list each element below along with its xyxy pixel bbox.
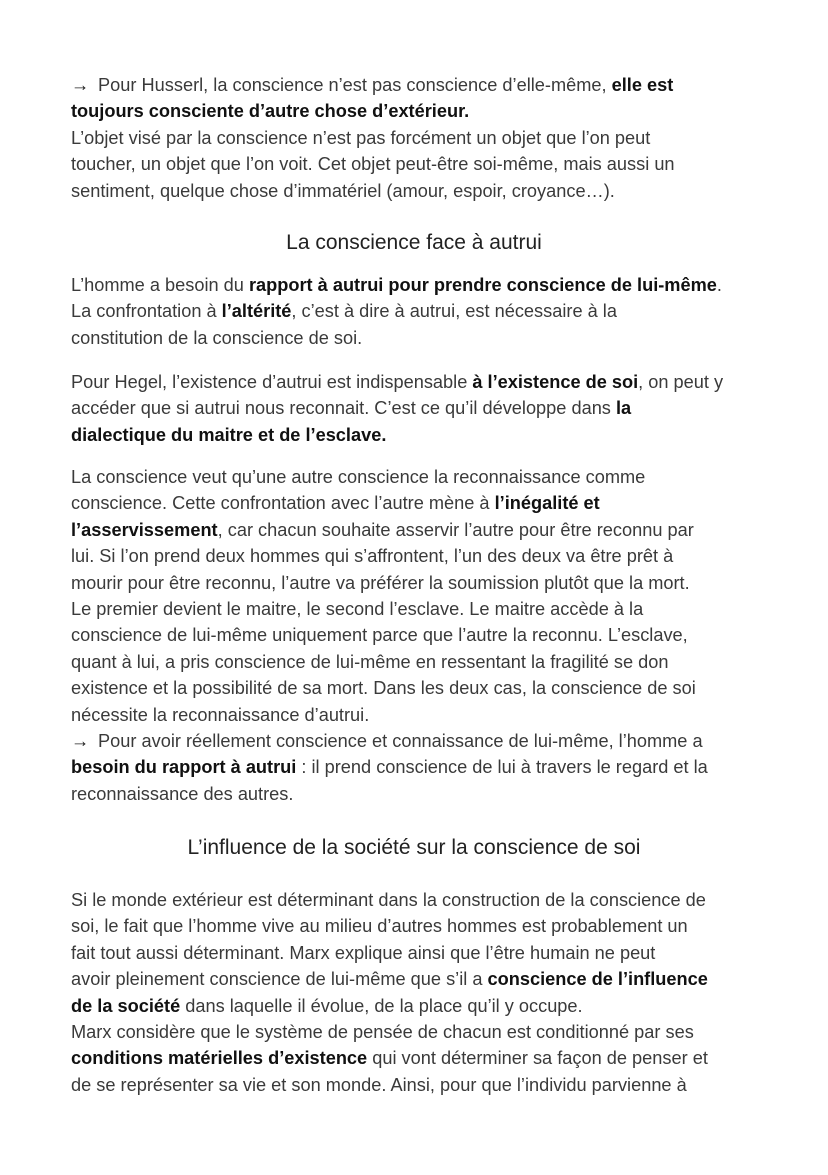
text-line xyxy=(71,1045,771,1071)
body-text: dans laquelle il évolue, de la place qu’il y occupe. xyxy=(180,995,583,1016)
text-line xyxy=(71,702,771,728)
text-line xyxy=(71,178,771,204)
text-line xyxy=(71,570,771,596)
body-text: soi, le fait que l’homme vive au milieu d’autres hommes est probablement un xyxy=(71,916,688,937)
autrui-paragraph xyxy=(71,272,771,351)
text-line xyxy=(71,913,771,939)
text-line xyxy=(71,1019,771,1045)
emphasis-text: dialectique du maitre et de l’esclave. xyxy=(71,424,387,445)
body-text: toucher, un objet que l’on voit. Cet objet peut-être soi-même, mais aussi un xyxy=(71,154,675,175)
text-line xyxy=(71,490,771,516)
arrow-icon: → xyxy=(71,75,90,95)
text-line xyxy=(71,781,771,807)
body-text: sentiment, quelque chose d’immatériel (amour, espoir, croyance…). xyxy=(71,180,615,201)
emphasis-text: toujours consciente d’autre chose d’extérieur. xyxy=(71,101,470,122)
body-text: , c’est à dire à autrui, est nécessaire à la xyxy=(291,301,617,322)
emphasis-text: conscience de l’influence xyxy=(487,969,708,990)
body-text: , on peut y xyxy=(638,372,724,392)
body-text: qui vont déterminer sa façon de penser et xyxy=(367,1048,708,1069)
text-line xyxy=(71,1072,771,1098)
text-line xyxy=(71,596,771,622)
text-line xyxy=(71,675,771,701)
text-line xyxy=(71,464,771,490)
section-heading-autrui: La conscience face à autrui xyxy=(286,231,542,254)
text-line xyxy=(71,98,771,124)
text-line xyxy=(71,887,771,913)
text-line xyxy=(71,395,771,421)
emphasis-text: l’inégalité et xyxy=(494,493,600,514)
body-text: Pour Husserl, la conscience n’est pas conscience d’elle-même, xyxy=(93,75,612,95)
body-text: . xyxy=(716,275,722,295)
text-line xyxy=(71,940,771,966)
body-text: existence et la possibilité de sa mort. Dans les deux cas, la conscience de soi xyxy=(71,678,696,699)
body-text: Marx considère que le système de pensée de chacun est conditionné par ses xyxy=(71,1021,694,1042)
emphasis-text: conditions matérielles d’existence xyxy=(71,1048,368,1069)
text-line xyxy=(71,754,771,780)
husserl-paragraph xyxy=(71,72,771,204)
emphasis-text: l’asservissement xyxy=(71,519,218,540)
body-text: avoir pleinement conscience de lui-même que s’il a xyxy=(71,969,488,990)
hegel-paragraph xyxy=(71,369,771,448)
body-text: Pour avoir réellement conscience et connaissance de lui-même, l’homme a xyxy=(93,730,703,751)
text-line xyxy=(71,728,771,754)
body-text: Pour Hegel, l’existence d’autrui est indispensable xyxy=(71,372,473,392)
body-text: accéder que si autrui nous reconnait. C’est ce qu’il développe dans xyxy=(71,398,616,419)
body-text: nécessite la reconnaissance d’autrui. xyxy=(71,704,370,725)
body-text: conscience. Cette confrontation avec l’autre mène à xyxy=(71,493,495,514)
body-text: : il prend conscience de lui à travers le regard et la xyxy=(296,757,708,778)
emphasis-text: à l’existence de soi xyxy=(472,372,639,392)
body-text: constitution de la conscience de soi. xyxy=(71,327,363,348)
emphasis-text: la xyxy=(615,398,632,419)
text-line xyxy=(71,72,771,98)
text-line xyxy=(71,369,771,395)
text-line xyxy=(71,325,771,351)
body-text: quant à lui, a pris conscience de lui-même en ressentant la fragilité se don xyxy=(71,651,669,672)
dialectique-paragraph xyxy=(71,464,771,807)
body-text: lui. Si l’on prend deux hommes qui s’affrontent, l’un des deux va être prêt à xyxy=(71,546,674,567)
text-line xyxy=(71,543,771,569)
text-line xyxy=(71,422,771,448)
text-line xyxy=(71,151,771,177)
text-line xyxy=(71,649,771,675)
body-text: Le premier devient le maitre, le second l’esclave. Le maitre accède à la xyxy=(71,598,644,619)
body-text: , car chacun souhaite asservir l’autre pour être reconnu par xyxy=(217,519,694,540)
body-text: L’homme a besoin du xyxy=(71,275,249,295)
emphasis-text: de la société xyxy=(71,995,181,1016)
emphasis-text: elle est xyxy=(611,75,674,95)
arrow-icon: → xyxy=(71,730,90,751)
text-line xyxy=(71,272,771,298)
emphasis-text: besoin du rapport à autrui xyxy=(71,757,297,778)
body-text: La confrontation à xyxy=(71,301,222,322)
body-text: Si le monde extérieur est déterminant dans la construction de la conscience de xyxy=(71,890,706,910)
text-line xyxy=(71,966,771,992)
text-line xyxy=(71,993,771,1019)
section-heading-societe: L’influence de la société sur la conscience de soi xyxy=(187,836,641,859)
body-text: L’objet visé par la conscience n’est pas forcément un objet que l’on peut xyxy=(71,127,651,148)
text-line xyxy=(71,517,771,543)
text-line xyxy=(71,622,771,648)
body-text: La conscience veut qu’une autre conscience la reconnaissance comme xyxy=(71,467,646,487)
emphasis-text: l’altérité xyxy=(221,301,292,322)
body-text: reconnaissance des autres. xyxy=(71,783,294,804)
body-text: conscience de lui-même uniquement parce que l’autre la reconnu. L’esclave, xyxy=(71,625,688,646)
body-text: de se représenter sa vie et son monde. Ainsi, pour que l’individu parvienne à xyxy=(71,1074,687,1095)
body-text: mourir pour être reconnu, l’autre va préférer la soumission plutôt que la mort. xyxy=(71,572,690,593)
body-text: fait tout aussi déterminant. Marx explique ainsi que l’être humain ne peut xyxy=(71,942,656,963)
emphasis-text: rapport à autrui pour prendre conscience de lui-même xyxy=(248,275,717,295)
marx-paragraph xyxy=(71,887,771,1098)
text-line xyxy=(71,298,771,324)
text-line xyxy=(71,125,771,151)
